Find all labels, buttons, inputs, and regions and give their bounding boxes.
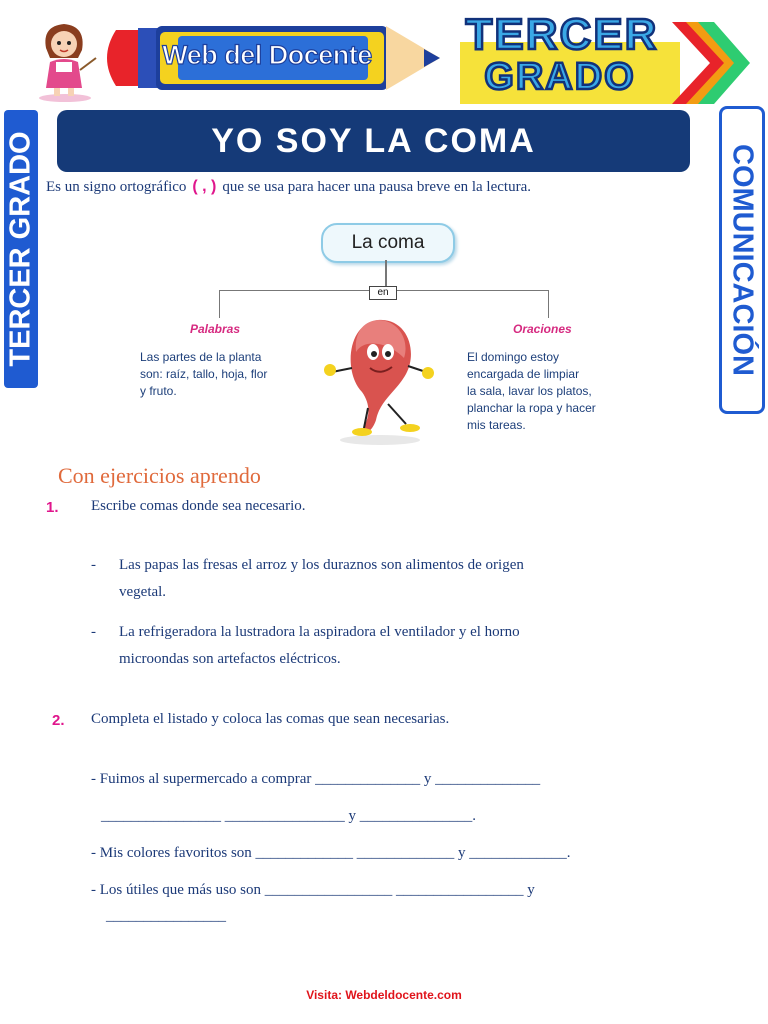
diagram-right-text: El domingo estoy encargada de limpiar la sala, lavar los platos, planchar la ropa y hacer mis tareas.	[467, 350, 596, 432]
intro-sentence: Es un signo ortográfico ( , ) que se usa para hacer una pausa breve en la lectura.	[46, 178, 531, 195]
diagram-connector-right	[548, 290, 549, 318]
fill-line-supermarket-cont: ________________ ________________ y _______________.	[101, 808, 476, 824]
diagram-right-label: Oraciones	[513, 322, 572, 336]
page-title: YO SOY LA COMA	[57, 110, 690, 172]
fill-line-colors: - Mis colores favoritos son _____________ _____________ y _____________.	[91, 845, 571, 861]
comma-mascot-illustration	[318, 312, 443, 447]
question-1-text: Escribe comas donde sea necesario.	[91, 498, 306, 514]
question-2-text: Completa el listado y coloca las comas que sean necesarias.	[91, 711, 450, 727]
question-1-item-2: La refrigeradora la lustradora la aspiradora el ventilador y el horno microondas son artefactos eléctricos.	[119, 624, 520, 667]
side-label-right: COMUNICACIÓN	[726, 144, 759, 376]
fill-line-school-supplies: - Los útiles que más uso son _________________ _________________ y	[91, 882, 535, 898]
comma-symbol: ( , )	[192, 178, 217, 195]
side-label-left: TERCER GRADO	[4, 131, 37, 367]
question-1-item-2-dash: -	[91, 624, 96, 640]
question-1-item-1-dash: -	[91, 557, 96, 573]
grade-title-line2: GRADO	[484, 56, 636, 98]
brand-name: Web del Docente	[162, 40, 372, 70]
diagram-connector-left	[219, 290, 220, 318]
question-1-number: 1.	[46, 499, 59, 516]
footer-website: Visita: Webdeldocente.com	[306, 988, 462, 1002]
fill-line-supermarket: - Fuimos al supermercado a comprar ______________ y ______________	[91, 771, 541, 787]
diagram-root-bubble: La coma	[321, 223, 455, 263]
diagram-left-label: Palabras	[190, 322, 241, 336]
grade-title-line1: TERCER	[465, 10, 659, 59]
question-2-number: 2.	[52, 712, 65, 729]
teacher-illustration	[30, 18, 100, 103]
fill-line-school-supplies-cont: ________________	[106, 908, 226, 924]
diagram-left-text: Las partes de la planta son: raíz, tallo, hoja, flor y fruto.	[140, 350, 268, 398]
diagram-connector-label: en	[369, 286, 397, 300]
question-1-item-1: Las papas las fresas el arroz y los duraznos son alimentos de origen vegetal.	[119, 557, 524, 600]
exercises-heading: Con ejercicios aprendo	[58, 463, 261, 488]
